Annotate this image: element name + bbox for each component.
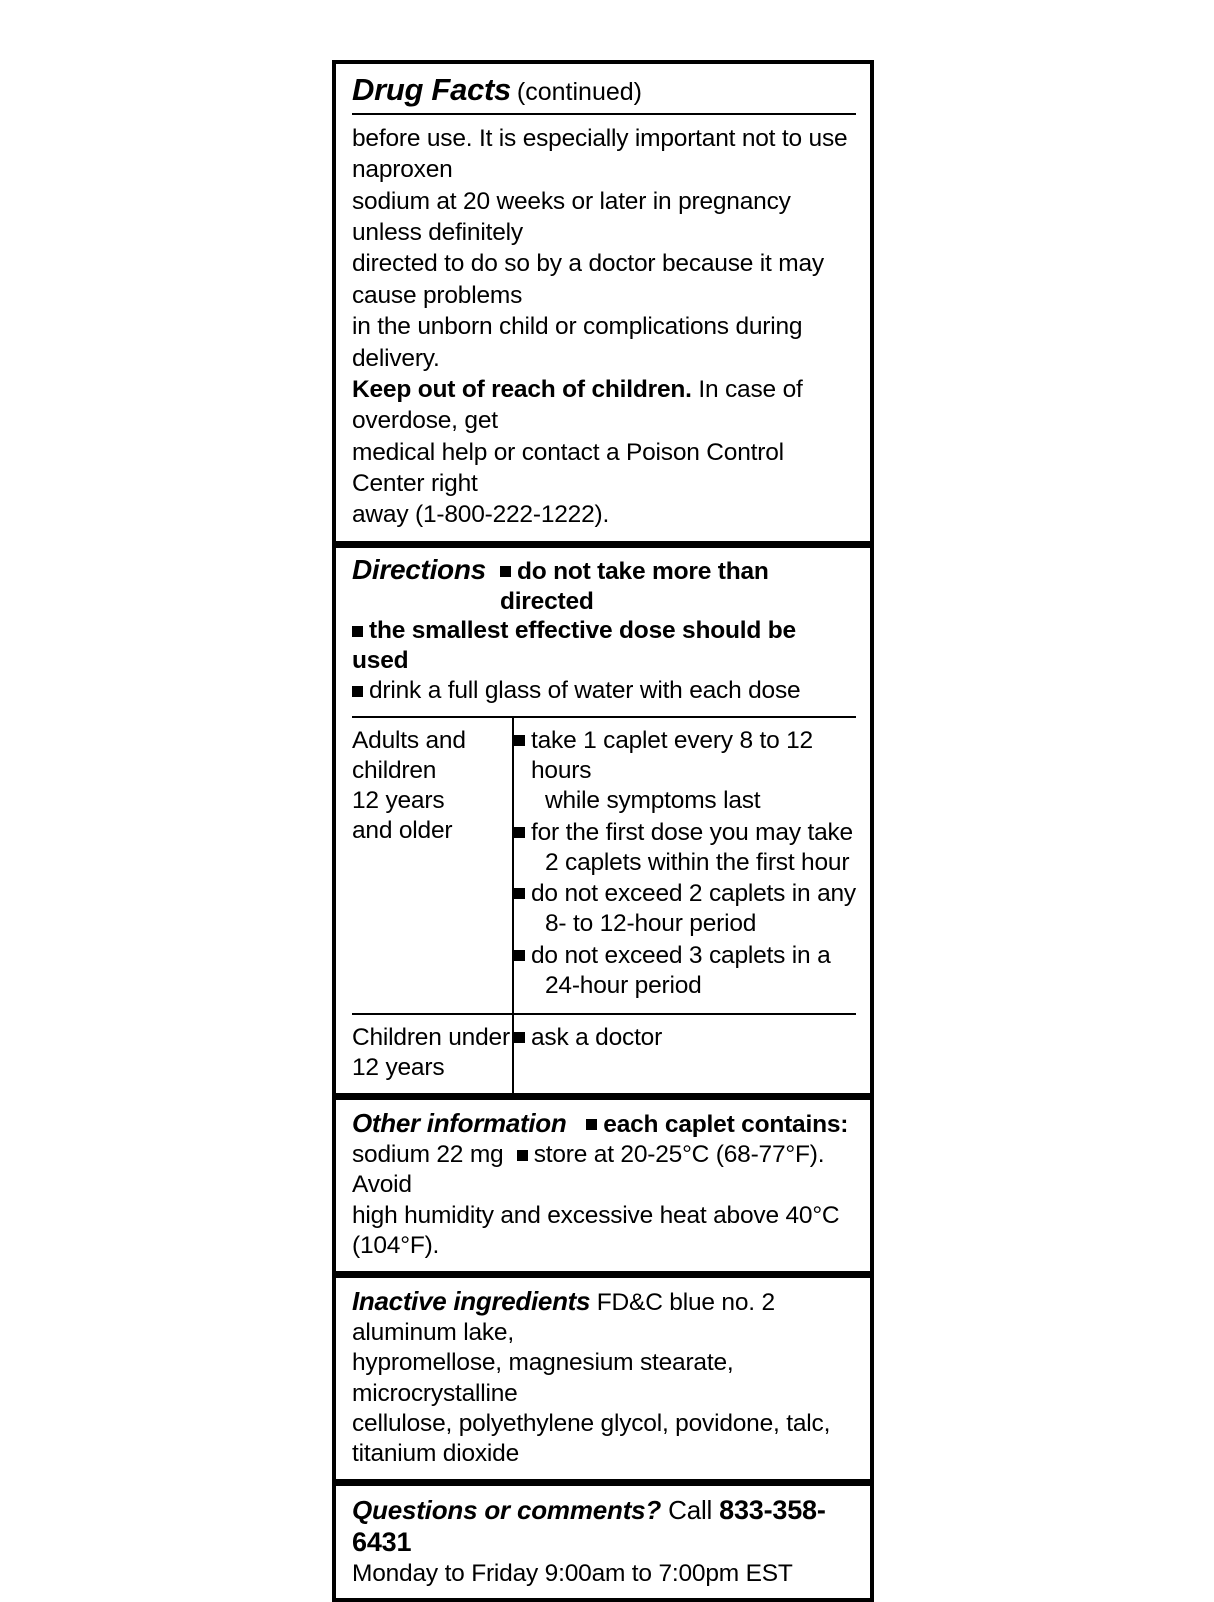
age-line: 12 years	[352, 1053, 445, 1081]
directions-bullet-3	[352, 676, 856, 706]
age-group-children	[352, 1014, 513, 1093]
other-information-band	[336, 1100, 870, 1278]
inactive-ingredients-content	[336, 1278, 870, 1479]
list-item-text	[531, 941, 831, 1001]
directions-header	[336, 548, 870, 712]
directions-bullet-2-text: the smallest effective dose should be used	[352, 617, 796, 675]
directions-title-row	[352, 554, 856, 617]
warnings-line-1: before use. It is especially important not to use naproxen	[352, 125, 848, 184]
list-item-main: ask a doctor	[531, 1023, 663, 1051]
bullet-square-icon	[500, 566, 511, 577]
age-group-adults	[352, 718, 513, 1014]
continued-note: (continued)	[516, 78, 642, 106]
age-line: Children under	[352, 1023, 510, 1051]
keep-out-of-reach-bold: Keep out of reach of children.	[352, 375, 692, 403]
list-item-main: take 1 caplet every 8 to 12 hours	[531, 727, 813, 784]
inactive-ingredients-text-1: FD&C blue no. 2 aluminum lake,	[352, 1288, 775, 1346]
list-item-text	[531, 818, 853, 878]
other-information-content	[336, 1100, 870, 1271]
table-row	[352, 718, 856, 1014]
list-item-main: for the first dose you may take	[531, 818, 853, 846]
warnings-line-2: sodium at 20 weeks or later in pregnancy unless definitely	[352, 187, 791, 247]
other-information-line-3: high humidity and excessive heat above 40°C (104°F).	[352, 1201, 840, 1260]
warnings-text	[336, 115, 870, 541]
header-band	[336, 64, 870, 548]
other-information-line-2	[352, 1140, 856, 1201]
inactive-ingredients-line-2: hypromellose, magnesium stearate, microcrystalline	[352, 1349, 734, 1407]
instructions-children	[513, 1014, 856, 1093]
list-item	[514, 818, 856, 878]
bullet-square-icon	[586, 1119, 597, 1130]
other-information-bullet-1-text: each caplet contains:	[603, 1110, 849, 1138]
other-information-line-1	[352, 1107, 856, 1140]
list-item	[514, 941, 856, 1001]
bullet-square-icon	[514, 735, 525, 746]
age-line: children	[352, 756, 437, 784]
warnings-line-4: in the unborn child or complications during delivery.	[352, 313, 803, 372]
page-title: Drug Facts	[352, 72, 511, 107]
list-item-text	[531, 726, 856, 816]
questions-content	[336, 1486, 870, 1598]
bullet-square-icon	[514, 950, 525, 961]
directions-bullet-1-text: do not take more than directed	[499, 557, 769, 615]
inactive-ingredients-title: Inactive ingredients	[352, 1285, 591, 1316]
directions-bullet-1	[500, 557, 856, 617]
questions-hours: Monday to Friday 9:00am to 7:00pm EST	[352, 1559, 793, 1587]
list-item-text	[531, 1023, 662, 1053]
bullet-square-icon	[514, 827, 525, 838]
bullet-square-icon	[514, 1032, 525, 1043]
directions-band	[336, 548, 870, 1100]
table-row	[352, 1014, 856, 1093]
list-item	[514, 726, 856, 816]
other-information-storage: store at 20-25°C (68-77°F). Avoid	[352, 1141, 825, 1199]
warnings-line-6: medical help or contact a Poison Control Center right	[352, 438, 784, 497]
list-item-cont: while symptoms last	[545, 786, 761, 814]
list-item	[514, 1023, 856, 1053]
bullet-square-icon	[514, 888, 525, 899]
age-line: and older	[352, 816, 453, 844]
list-item-main: do not exceed 2 caplets in any	[531, 880, 856, 908]
instructions-adults	[513, 718, 856, 1014]
directions-bullet-2	[352, 616, 856, 676]
questions-phone[interactable]: 833-358-6431	[352, 1494, 826, 1558]
directions-bullet-3-text: drink a full glass of water with each dose	[369, 677, 801, 705]
questions-line-1	[352, 1494, 856, 1559]
list-item-main: do not exceed 3 caplets in a	[531, 942, 831, 970]
other-information-bullet-1	[573, 1111, 848, 1138]
age-line: 12 years	[352, 786, 445, 814]
warnings-line-7: away (1-800-222-1222).	[352, 501, 610, 529]
list-item-cont: 24-hour period	[545, 972, 702, 1000]
bullet-square-icon	[517, 1150, 528, 1161]
questions-band	[336, 1486, 870, 1598]
questions-title: Questions or comments?	[352, 1494, 662, 1525]
other-information-title: Other information	[352, 1107, 567, 1138]
list-item-cont: 8- to 12-hour period	[545, 910, 757, 938]
dosage-table	[352, 718, 856, 1093]
keep-out-of-reach-line	[352, 374, 856, 437]
warnings-line-3: directed to do so by a doctor because it may cause problems	[352, 250, 824, 309]
bullet-square-icon	[352, 626, 363, 637]
questions-call-label: Call	[668, 1494, 713, 1525]
other-information-sodium: sodium 22 mg	[352, 1141, 504, 1169]
inactive-ingredients-line-1	[352, 1285, 856, 1349]
keep-out-of-reach-rest: In case of overdose, get	[352, 375, 803, 435]
list-item-text	[531, 879, 856, 939]
inactive-ingredients-band	[336, 1278, 870, 1486]
list-item-cont: 2 caplets within the first hour	[545, 848, 850, 876]
list-item	[514, 879, 856, 939]
header-row	[336, 64, 870, 107]
directions-title: Directions	[352, 553, 486, 585]
inactive-ingredients-line-3: cellulose, polyethylene glycol, povidone, talc, titanium dioxide	[352, 1410, 831, 1468]
bullet-square-icon	[352, 686, 363, 697]
drug-facts-label	[332, 60, 874, 1602]
age-line: Adults and	[352, 727, 466, 755]
